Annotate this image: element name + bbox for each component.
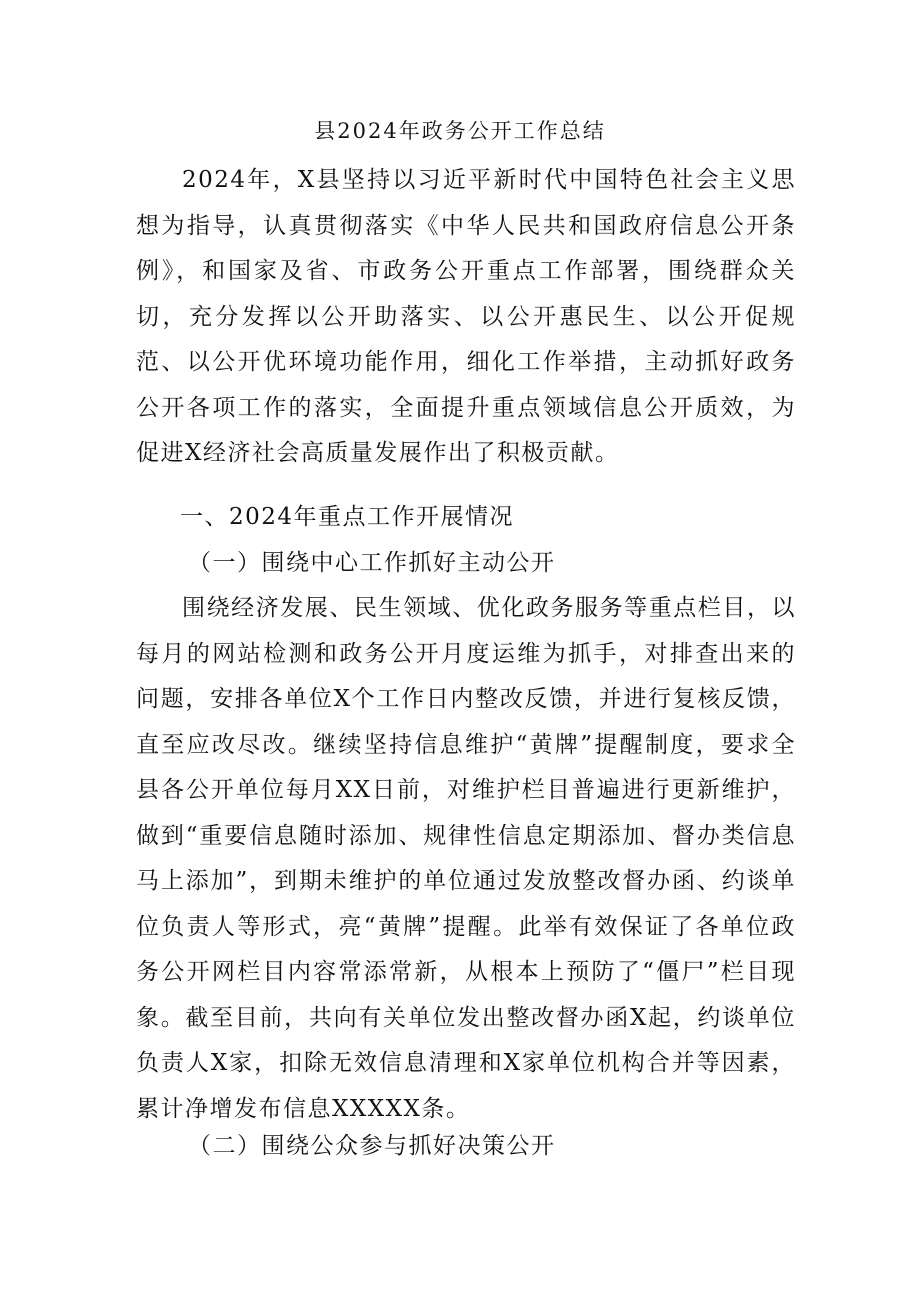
body-paragraph: 围绕经济发展、民生领域、优化政务服务等重点栏目，以每月的网站检测和政务公开月度运维为抓手，对排查出来的问题，安排各单位X个工作日内整改反馈，并进行复核反馈，直至应改尽改。继续坚持信息维护“黄牌”提醒制度，要求全县各公开单位每月XX日前，对维护栏目普遍进行更新维护，做到“重要信息随时添加、规律性信息定期添加、督办类信息马上添加”，到期未维护的单位通过发放整改督办函、约谈单位负责人等形式，亮“黄牌”提醒。此举有效保证了各单位政务公开网栏目内容常添常新，从根本上预防了“僵尸”栏目现象。截至目前，共向有关单位发出整改督办函X起，约谈单位负责人X家，扣除无效信息清理和X家单位机构合并等因素，累计净增发布信息XXXXX条。	[136, 595, 796, 1122]
subsection-heading: （二）围绕公众参与抓好决策公开	[188, 1133, 556, 1159]
section-heading: 一、2024年重点工作开展情况	[180, 504, 515, 530]
intro-paragraph: 2024年，X县坚持以习近平新时代中国特色社会主义思想为指导，认真贯彻落实《中华人民共和国政府信息公开条例》，和国家及省、市政务公开重点工作部署，围绕群众关切，充分发挥以公开助落实、以公开惠民生、以公开促规范、以公开优环境功能作用，细化工作举措，主动抓好政务公开各项工作的落实，全面提升重点领域信息公开质效，为促进X经济社会高质量发展作出了积极贡献。	[136, 167, 796, 466]
subsection-heading: （一）围绕中心工作抓好主动公开	[188, 550, 556, 576]
document-title: 县2024年政务公开工作总结	[314, 119, 606, 143]
